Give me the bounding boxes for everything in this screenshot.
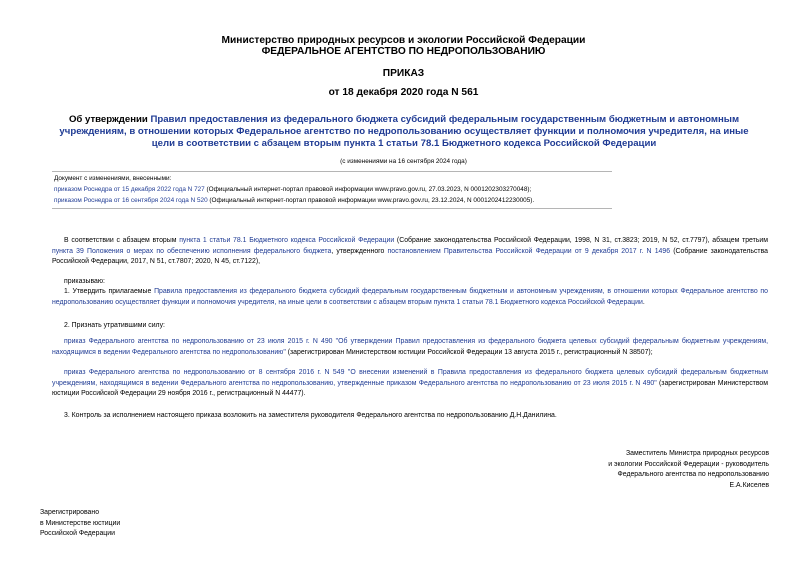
item-3-text: 3. Контроль за исполнением настоящего приказа возложить на заместителя руководителя Федерального агентства по недропользованию Д.Н.Данилина. (64, 412, 557, 419)
order-word (52, 277, 768, 288)
change-details: (Официальный интернет-портал правовой информации www.pravo.gov.ru, 27.03.2023, N 0001202303270048); (204, 186, 532, 193)
item-2-paragraph (52, 321, 768, 332)
order-490-link[interactable]: приказ Федерального агентства по недропользованию от 23 июля 2015 г. N 490 "Об утверждении Правил предоставления из федерального бюджета целевых субсидий федеральным бюджетным учреждениям, находящимся в ведении Федерального агентства по недропользованию" (52, 338, 768, 356)
title-link[interactable]: Правил предоставления из федерального бюджета субсидий федеральным государственным бюджетным и автономным учреждениям, в отношении которых Федеральное агентство по недропользованию осуществляет функции и полномочия учредителя, на иные цели в соответствии с абзацем вторым пункта 1 статьи 78.1 Бюджетного кодекса Российской Федерации (59, 114, 749, 149)
item-3-paragraph (52, 411, 768, 422)
rules-link[interactable]: Правила предоставления из федерального бюджета субсидий федеральным государственным бюджетным и автономным учреждениям, в отношении которых Федеральное агентство по недропользованию осуществляет функции и полномочия учредителя, на иные цели в соответствии с абзацем вторым пункта 1 статьи 78.1 Бюджетного кодекса Российской Федерации (52, 288, 768, 306)
change-item (54, 196, 754, 205)
change-details: (Официальный интернет-портал правовой информации www.pravo.gov.ru, 23.12.2024, N 0001202412230005). (207, 197, 535, 204)
revision-note: (с изменениями на 16 сентября 2024 года) (340, 158, 467, 165)
registration-line: в Министерстве юстиции (40, 519, 121, 527)
registration-line: Зарегистрировано (40, 509, 100, 516)
signature-line: и экологии Российской Федерации - руководитель (608, 460, 769, 468)
preamble-text: (Собрание законодательства Российской Федерации, 1998, N 31, ст.3823; 2019, N 52, ст.7797), абзацем третьим (394, 237, 768, 244)
item-1-text: . (642, 298, 645, 306)
repealed-order-details: (зарегистрирован Министерством юстиции Российской Федерации 29 ноября 2016 г., регистрационный N 44477). (52, 379, 768, 397)
signature-block (469, 449, 769, 491)
change-link[interactable]: приказом Роснедра от 15 декабря 2022 года N 727 (54, 186, 205, 193)
order-549-link[interactable]: приказ Федерального агентства по недропользованию от 8 сентября 2016 г. N 549 "О внесении изменений в Правила предоставления из федерального бюджета целевых субсидий федеральным бюджетным учреждениям, находящимся в ведении Федерального агентства по недропользованию, утвержденные приказом Федерального агентства по недропользованию от 23 июля 2015 г. N 490" (52, 369, 768, 387)
signatory-name: Е.А.Киселев (729, 481, 769, 489)
changes-heading: Документ с изменениями, внесенными: (54, 175, 172, 182)
repealed-order-2 (52, 368, 768, 400)
item-1-text: 1. Утвердить прилагаемые (64, 288, 155, 295)
signature-line: Заместитель Министра природных ресурсов (625, 450, 769, 457)
government-decree-link[interactable]: постановлением Правительства Российской Федерации от 9 декабря 2017 г. N 1496 (387, 247, 671, 255)
repealed-order-details: (зарегистрирован Министерством юстиции Российской Федерации 13 августа 2015 г., регистрационный N 38507); (285, 348, 653, 356)
item-2-text: 2. Признать утратившими силу: (64, 322, 165, 329)
signature-line: Федерального агентства по недропользованию (617, 471, 769, 478)
regulation-link[interactable]: пункта 39 Положения о мерах по обеспечению исполнения федерального бюджета (52, 247, 332, 255)
registration-line: Российской Федерации (40, 530, 115, 537)
document-type: ПРИКАЗ (382, 68, 425, 79)
changes-top-rule (52, 171, 612, 172)
preamble-text: (Собрание законодательства Российской Федерации, 2017, N 51, ст.7807; 2020, N 45, ст.7122), (52, 247, 769, 265)
change-item (54, 185, 754, 194)
preamble-paragraph (52, 236, 768, 268)
agency-name: ФЕДЕРАЛЬНОЕ АГЕНТСТВО ПО НЕДРОПОЛЬЗОВАНИЮ (261, 46, 546, 57)
budget-code-link[interactable]: пункта 1 статьи 78.1 Бюджетного кодекса Российской Федерации (179, 237, 395, 244)
document-date-number: от 18 декабря 2020 года N 561 (328, 87, 479, 98)
ministry-name: Министерство природных ресурсов и экологии Российской Федерации (221, 35, 586, 46)
changes-bottom-rule (52, 208, 612, 209)
item-1-paragraph (52, 287, 768, 308)
repealed-order-1 (52, 337, 768, 358)
preamble-text: В соответствии с абзацем вторым (64, 237, 180, 244)
registration-block (40, 508, 240, 540)
order-word-text: приказываю: (64, 278, 105, 285)
preamble-text: , утвержденного (331, 247, 388, 255)
change-link[interactable]: приказом Роснедра от 16 сентября 2024 года N 520 (54, 197, 208, 204)
document-title (54, 114, 754, 150)
title-prefix: Об утверждении (68, 114, 151, 125)
